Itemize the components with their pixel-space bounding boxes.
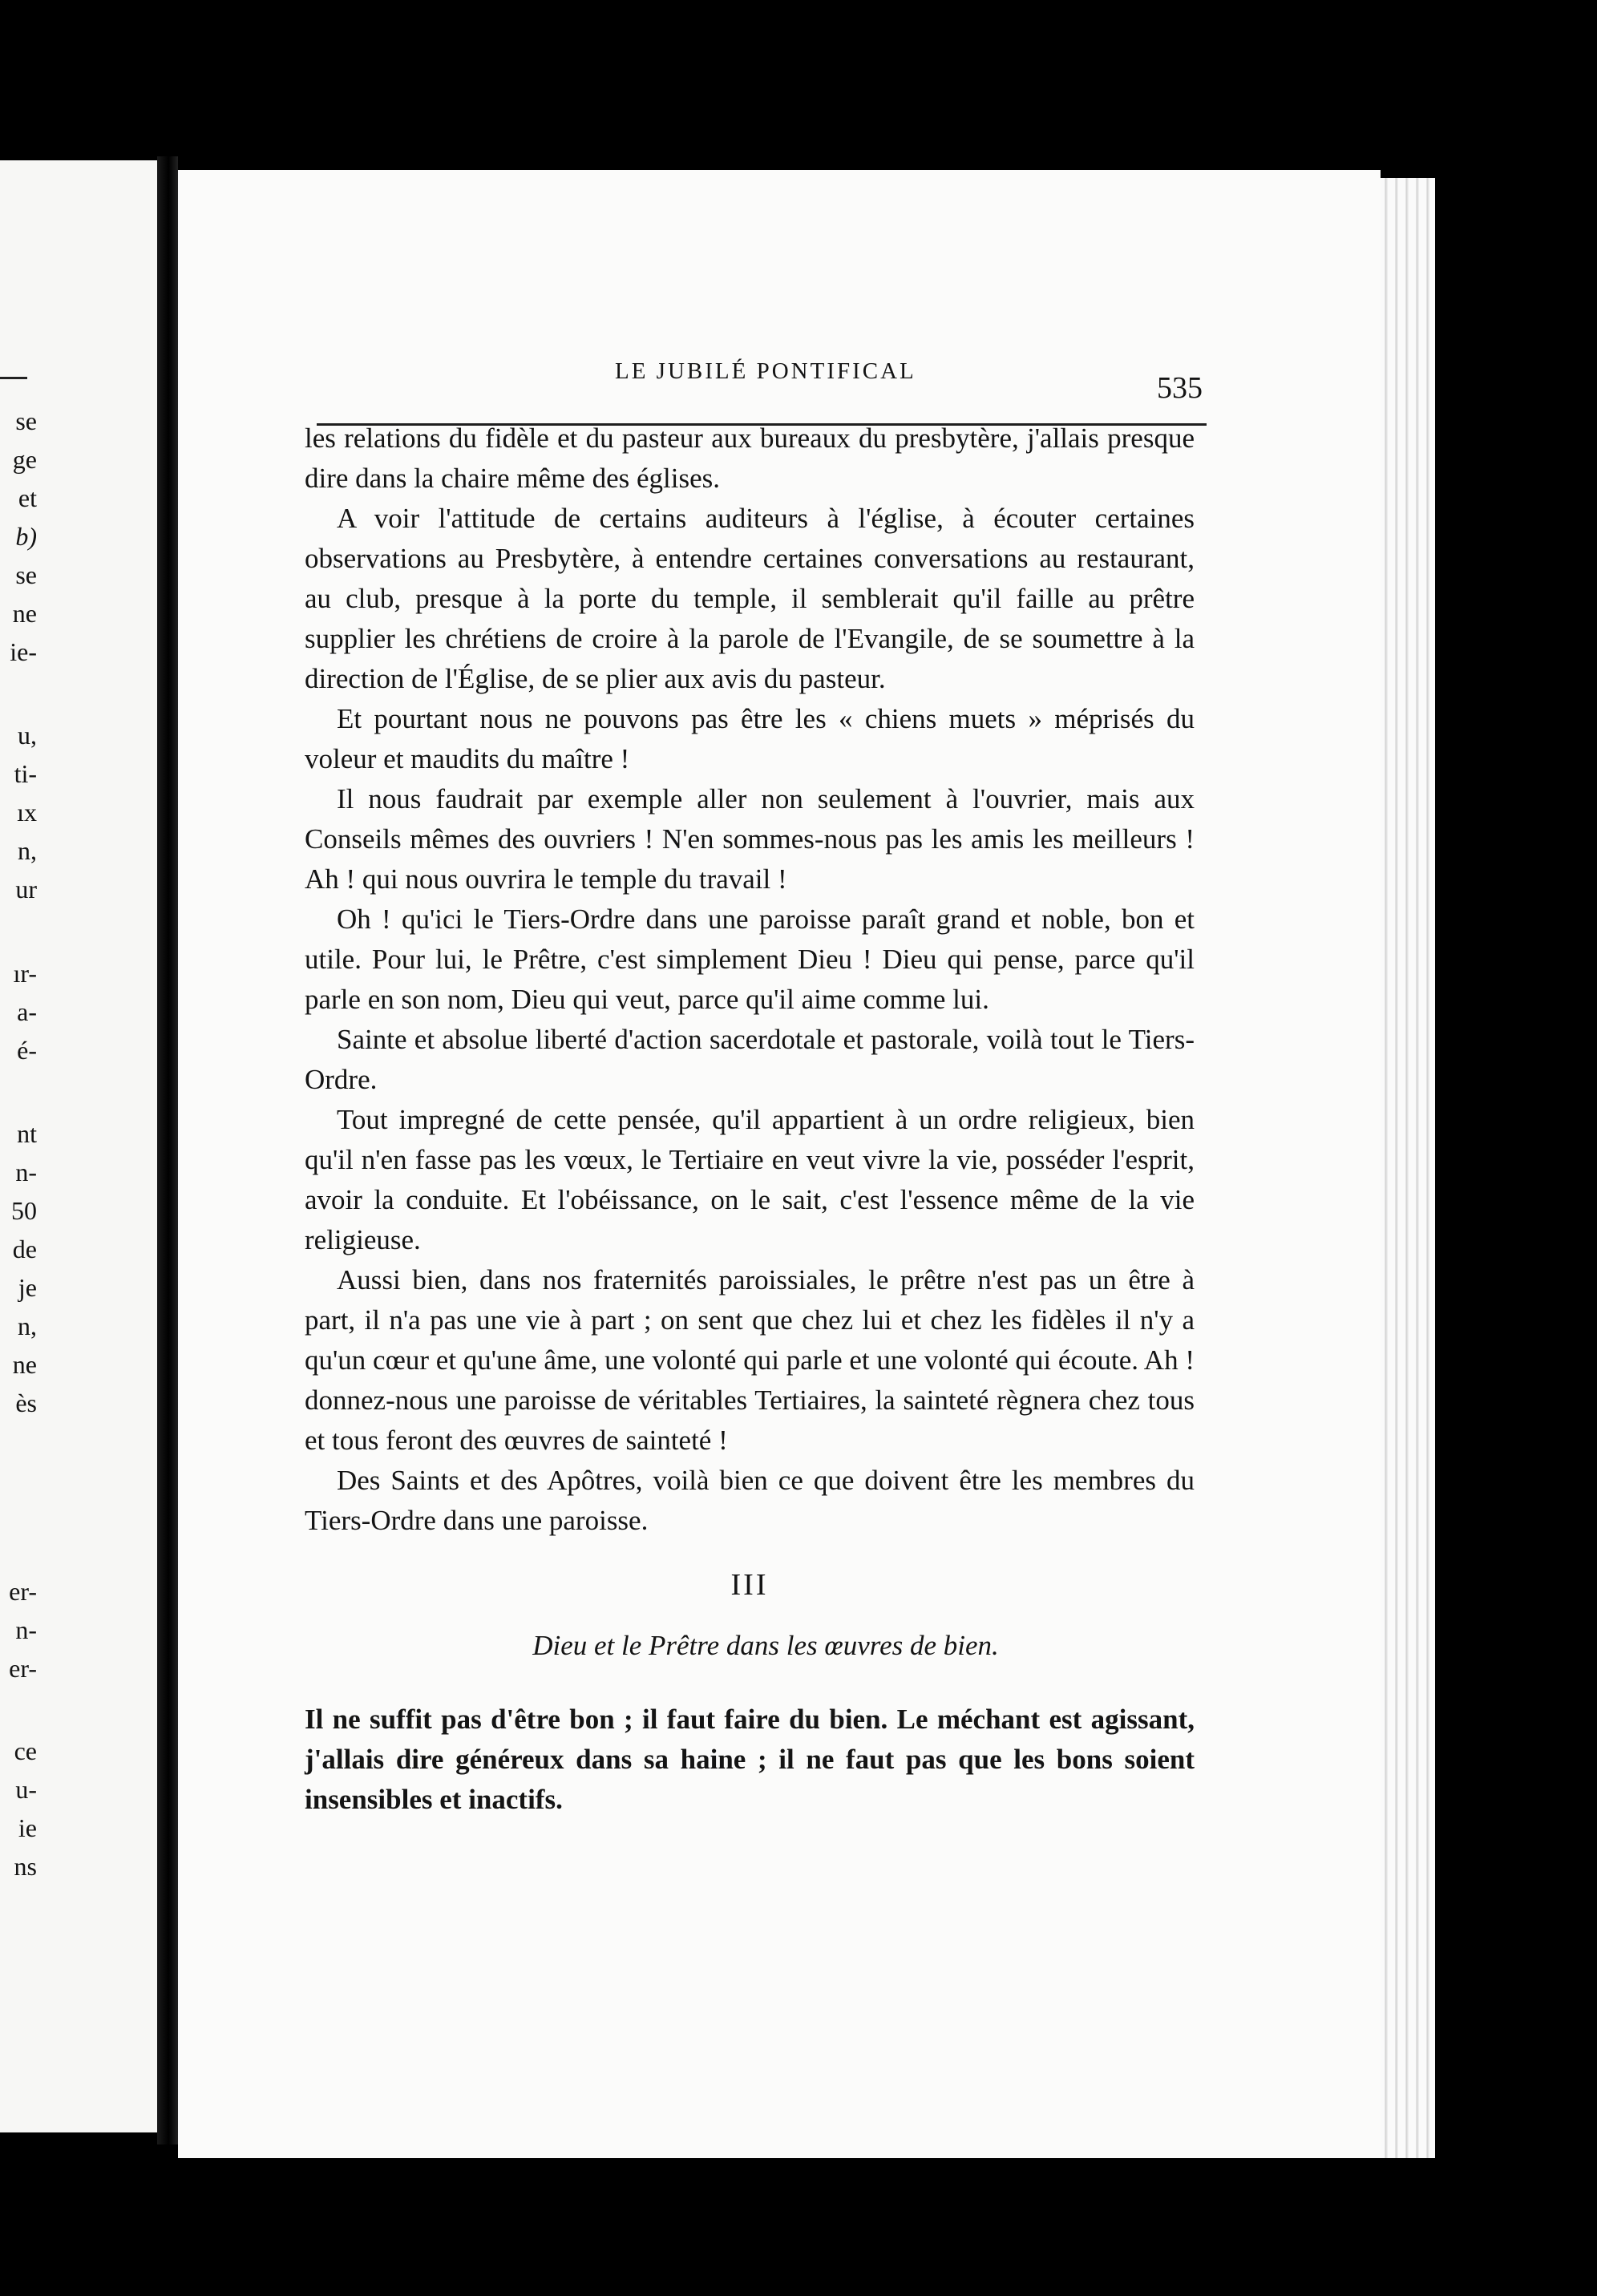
- previous-page: [0, 160, 160, 2132]
- previous-page-fragment: n-: [15, 1615, 37, 1644]
- previous-page-fragment: ıx: [17, 798, 37, 827]
- paragraph: Oh ! qu'ici le Tiers-Ordre dans une paroisse paraît grand et noble, bon et utile. Pour lui, le Prêtre, c'est simplement Dieu ! Dieu qui pense, parce qu'il parle en son nom, Dieu qui veut, parce qu'il aime comme lui.: [305, 903, 1195, 1015]
- paragraph: Il ne suffit pas d'être bon ; il faut faire du bien. Le méchant est agissant, j'allais dire généreux dans sa haine ; il ne faut pas que les bons soient insensibles et inactifs.: [305, 1704, 1195, 1815]
- book-gutter: [157, 156, 178, 2144]
- paragraph: Il nous faudrait par exemple aller non seulement à l'ouvrier, mais aux Conseils mêmes des ouvriers ! N'en sommes-nous pas les amis les meilleurs ! Ah ! qui nous ouvrira le temple du travail !: [305, 783, 1195, 895]
- previous-page-fragment: b): [15, 522, 37, 551]
- previous-page-fragment: u,: [18, 721, 37, 750]
- previous-page-fragment: n-: [15, 1158, 37, 1186]
- paragraph: les relations du fidèle et du pasteur aux bureaux du presbytère, j'allais presque dire dans la chaire même des églises.: [305, 422, 1195, 494]
- previous-page-fragment: nt: [17, 1119, 37, 1148]
- section-title: Dieu et le Prêtre dans les œuvres de bien.: [532, 1630, 999, 1661]
- previous-page-fragment: n,: [18, 836, 37, 865]
- page-body: [305, 418, 1195, 1820]
- previous-page-fragment: a-: [17, 997, 37, 1026]
- previous-page-fragment: ne: [12, 1350, 37, 1379]
- previous-page-fragment: je: [18, 1273, 37, 1302]
- previous-page-fragment: 50: [11, 1196, 37, 1225]
- paragraph: Aussi bien, dans nos fraternités paroissiales, le prêtre n'est pas un être à part, il n'a pas une vie à part ; on sent que chez lui et chez les fidèles il n'y a qu'un cœur et qu'une âme, une volonté qui parle et une volonté qui écoute. Ah ! donnez-nous une paroisse de véritables Tertiaires, la sainteté règnera chez tous et tous feront des œuvres de sainteté !: [305, 1264, 1195, 1456]
- previous-page-fragment: se: [15, 560, 37, 589]
- paragraph: Tout impregné de cette pensée, qu'il appartient à un ordre religieux, bien qu'il n'en fasse pas les vœux, le Tertiaire en veut vivre la vie, posséder l'esprit, avoir la conduite. Et l'obéissance, on le sait, c'est l'essence même de la vie religieuse.: [305, 1104, 1195, 1255]
- section-number: III: [730, 1568, 769, 1602]
- previous-page-fragment: ne: [12, 599, 37, 628]
- previous-page-fragment: ns: [14, 1852, 37, 1881]
- previous-page-fragment: ge: [12, 445, 37, 474]
- paragraph: Sainte et absolue liberté d'action sacerdotale et pastorale, voilà tout le Tiers-Ordre.: [305, 1024, 1195, 1095]
- previous-page-fragment: ce: [14, 1736, 37, 1765]
- previous-page-fragment: ie: [18, 1813, 37, 1842]
- previous-page-fragment: é-: [17, 1036, 37, 1065]
- previous-page-fragment: ti-: [14, 759, 37, 788]
- previous-page-fragment: er-: [9, 1577, 37, 1606]
- previous-page-fragment: ur: [15, 875, 37, 903]
- previous-page-fragment: ès: [15, 1389, 37, 1417]
- previous-page-head-rule: [0, 377, 27, 379]
- page-stack-edges: [1377, 178, 1435, 2158]
- previous-page-fragment: et: [18, 483, 37, 512]
- previous-page-fragment: er-: [9, 1654, 37, 1683]
- page-number: 535: [1157, 371, 1203, 405]
- previous-page-fragment: ır-: [13, 959, 37, 988]
- previous-page-fragment: n,: [18, 1312, 37, 1340]
- running-head-title: LE JUBILÉ PONTIFICAL: [615, 358, 916, 384]
- running-head: [317, 192, 1211, 435]
- paragraph: A voir l'attitude de certains auditeurs à l'église, à écouter certaines observations au Presbytère, à entendre certaines conversations au restaurant, au club, presque à la porte du temple, il semblerait qu'il faille au prêtre supplier les chrétiens de croire à la parole de l'Evangile, de se soumettre à la direction de l'Église, de se plier aux avis du pasteur.: [305, 503, 1195, 694]
- previous-page-fragment: ie-: [10, 637, 37, 666]
- previous-page-fragment: de: [12, 1235, 37, 1263]
- paragraph: Et pourtant nous ne pouvons pas être les « chiens muets » méprisés du voleur et maudits du maître !: [305, 703, 1195, 774]
- paragraph: Des Saints et des Apôtres, voilà bien ce que doivent être les membres du Tiers-Ordre dans une paroisse.: [305, 1465, 1195, 1536]
- previous-page-fragment: u-: [15, 1775, 37, 1804]
- previous-page-fragment: se: [15, 406, 37, 435]
